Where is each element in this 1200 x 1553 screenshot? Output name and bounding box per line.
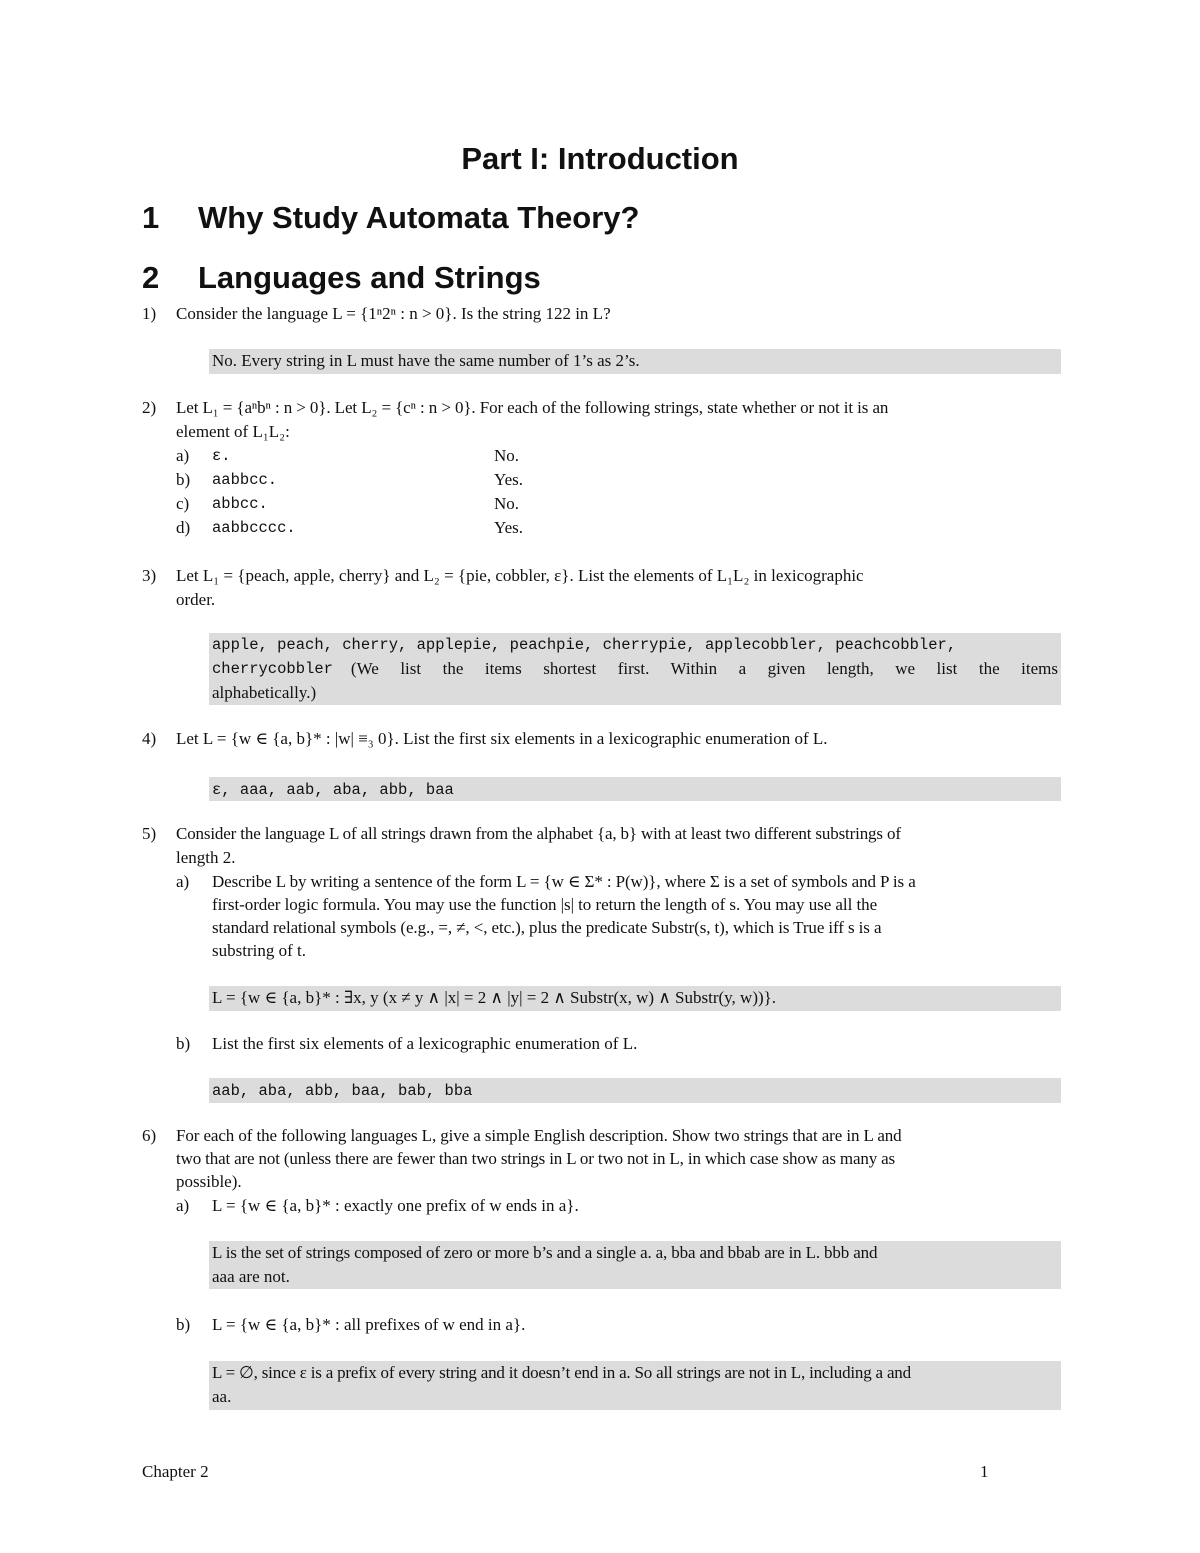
item-answer: No. <box>494 446 520 465</box>
section-1-title: Why Study Automata Theory? <box>198 200 640 235</box>
answer-line: L is the set of strings composed of zero or more b’s and a single a. a, bba and bbab are in L. bbb and <box>212 1243 878 1262</box>
part-label: a) <box>176 872 190 891</box>
item-label: b) <box>176 470 191 489</box>
answer-line: aaa are not. <box>212 1267 290 1286</box>
part-title: Part I: Introduction <box>461 141 739 176</box>
part-label: b) <box>176 1034 191 1053</box>
answer-line: aa. <box>212 1387 232 1406</box>
question-text: Let L = {w ∈ {a, b}* : |w| ≡₃ 0}. List the first six elements in a lexicographic enumeration of L. <box>176 729 828 748</box>
section-2-number: 2 <box>142 260 160 295</box>
item-answer: Yes. <box>494 518 523 537</box>
answer-line: apple, peach, cherry, applepie, peachpie, cherrypie, applecobbler, peachcobbler, <box>212 636 957 654</box>
answer-mono: cherrycobbler <box>212 660 333 678</box>
item-label: d) <box>176 518 191 537</box>
answer-text: aab, aba, abb, baa, bab, bba <box>212 1082 473 1100</box>
answer-line: L = ∅, since ε is a prefix of every string and it doesn’t end in a. So all strings are not in L, including a and <box>212 1363 911 1382</box>
question-text-line: element of L₁L₂: <box>176 422 290 441</box>
item-string: aabbcccc. <box>212 519 296 537</box>
question-number: 2) <box>142 398 157 417</box>
item-string: abbcc. <box>212 495 268 513</box>
part-label: a) <box>176 1196 190 1215</box>
section-1-number: 1 <box>142 200 160 235</box>
part-text-line: first-order logic formula. You may use the function |s| to return the length of s. You may use all the <box>212 895 878 914</box>
answer-box <box>209 349 1061 374</box>
question-text-line: For each of the following languages L, give a simple English description. Show two strings that are in L and <box>176 1126 902 1145</box>
part-text-line: substring of t. <box>212 941 306 960</box>
part-text-line: standard relational symbols (e.g., =, ≠, <, etc.), plus the predicate Substr(s, t), which is True iff s is a <box>212 918 882 937</box>
part-text: List the first six elements of a lexicographic enumeration of L. <box>212 1034 638 1053</box>
question-text: Consider the language L = {1ⁿ2ⁿ : n > 0}. Is the string 122 in L? <box>176 304 611 323</box>
answer-box <box>209 777 1061 801</box>
item-answer: Yes. <box>494 470 523 489</box>
item-string: aabbcc. <box>212 471 278 489</box>
answer-box <box>209 1361 1061 1410</box>
answer-line <box>212 657 1058 681</box>
answer-line: alphabetically.) <box>212 683 317 702</box>
section-2-title: Languages and Strings <box>198 260 541 295</box>
question-number: 4) <box>142 729 157 748</box>
question-text-line: order. <box>176 590 216 609</box>
question-text-line: Let L₁ = {peach, apple, cherry} and L₂ = {pie, cobbler, ε}. List the elements of L₁L₂ in lexicographic <box>176 566 864 585</box>
question-number: 3) <box>142 566 157 585</box>
answer-text: No. Every string in L must have the same number of 1’s as 2’s. <box>212 351 640 370</box>
answer-text: ε, aaa, aab, aba, abb, baa <box>212 781 454 799</box>
answer-box <box>209 986 1061 1011</box>
question-text-line: possible). <box>176 1172 242 1191</box>
answer-note: (We list the items shortest first. Within a given length, we list the items <box>350 659 1058 678</box>
part-text: L = {w ∈ {a, b}* : exactly one prefix of w ends in a}. <box>212 1196 579 1215</box>
answer-box <box>209 633 1061 705</box>
answer-box <box>209 1078 1061 1103</box>
question-number: 1) <box>142 304 157 323</box>
question-number: 6) <box>142 1126 157 1145</box>
answer-box <box>209 1241 1061 1289</box>
question-text-line: Consider the language L of all strings drawn from the alphabet {a, b} with at least two different substrings of <box>176 824 901 843</box>
question-text-line: Let L₁ = {aⁿbⁿ : n > 0}. Let L₂ = {cⁿ : n > 0}. For each of the following strings, state whether or not it is an <box>176 398 889 417</box>
question-number: 5) <box>142 824 157 843</box>
part-text-line: Describe L by writing a sentence of the form L = {w ∈ Σ* : P(w)}, where Σ is a set of symbols and P is a <box>212 872 916 891</box>
item-label: c) <box>176 494 190 513</box>
footer-chapter: Chapter 2 <box>142 1462 209 1481</box>
question-text-line: two that are not (unless there are fewer than two strings in L or two not in L, in which case show as many as <box>176 1149 896 1168</box>
answer-text: L = {w ∈ {a, b}* : ∃x, y (x ≠ y ∧ |x| = 2 ∧ |y| = 2 ∧ Substr(x, w) ∧ Substr(y, w))}. <box>212 988 777 1007</box>
part-label: b) <box>176 1315 191 1334</box>
item-answer: No. <box>494 494 520 513</box>
item-string: ε. <box>212 447 231 465</box>
part-text: L = {w ∈ {a, b}* : all prefixes of w end in a}. <box>212 1315 526 1334</box>
item-label: a) <box>176 446 190 465</box>
footer-page-number: 1 <box>980 1462 989 1481</box>
question-text-line: length 2. <box>176 848 236 867</box>
